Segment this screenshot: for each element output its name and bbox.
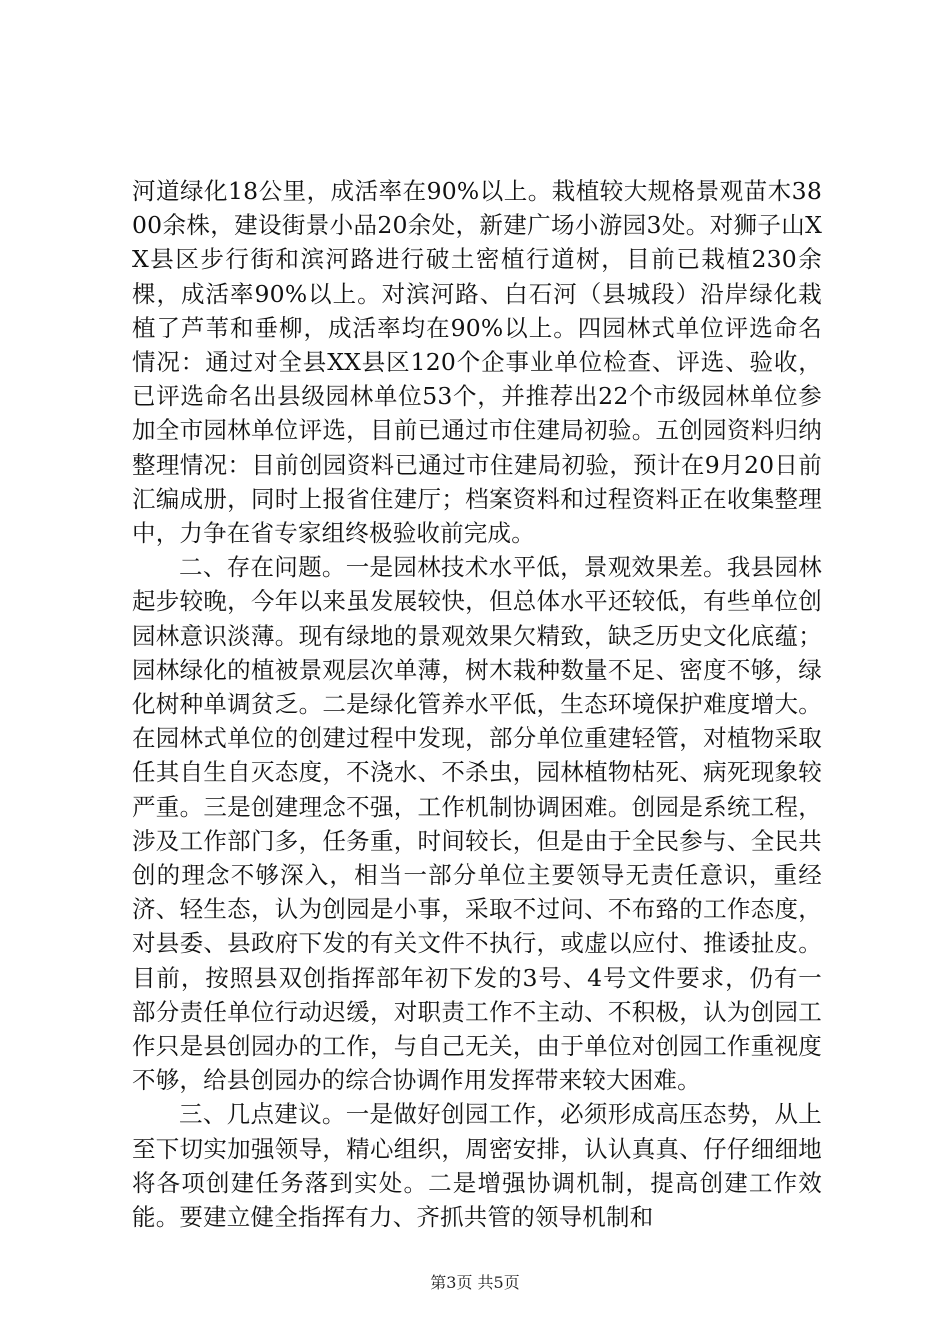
paragraph-progress-summary: 河道绿化18公里，成活率在90%以上。栽植较大规格景观苗木3800余株，建设街景小品20余处，新建广场小游园3处。对狮子山XX县区步行街和滨河路进行破土密植行道树，目前已栽植230余棵，成活率90%以上。对滨河路、白石河（县城段）沿岸绿化栽植了芦苇和垂柳，成活率均在90%以上。四园林式单位评选命名情况：通过对全县XX县区120个企事业单位检查、评选、验收，已评选命名出县级园林单位53个，并推荐出22个市级园林单位参加全市园林单位评选，目前已通过市住建局初验。五创园资料归纳整理情况：目前创园资料已通过市住建局初验，预计在9月20日前汇编成册，同时上报省住建厅；档案资料和过程资料正在收集整理中，力争在省专家组终极验收前完成。 xyxy=(132,177,822,548)
document-body xyxy=(132,174,822,1234)
page-number-footer: 第3页 共5页 xyxy=(430,1273,520,1292)
paragraph-existing-problems: 二、存在问题。一是园林技术水平低，景观效果差。我县园林起步较晚，今年以来虽发展较快，但总体水平还较低，有些单位创园林意识淡薄。现有绿地的景观效果欠精致，缺乏历史文化底蕴；园林绿化的植被景观层次单薄，树木栽种数量不足、密度不够，绿化树种单调贫乏。二是绿化管养水平低，生态环境保护难度增大。在园林式单位的创建过程中发现，部分单位重建轻管，对植物采取任其自生自灭态度，不浇水、不杀虫，园林植物枯死、病死现象较严重。三是创建理念不强，工作机制协调困难。创园是系统工程，涉及工作部门多，任务重，时间较长，但是由于全民参与、全民共创的理念不够深入，相当一部分单位主要领导无责任意识，重经济、轻生态，认为创园是小事，采取不过问、不布臵的工作态度，对县委、县政府下发的有关文件不执行，或虚以应付、推诿扯皮。目前，按照县双创指挥部年初下发的3号、4号文件要求，仍有一部分责任单位行动迟缓，对职责工作不主动、不积极，认为创园工作只是县创园办的工作，与自己无关，由于单位对创园工作重视度不够，给县创园办的综合协调作用发挥带来较大困难。 xyxy=(132,553,822,1095)
paragraph-suggestions: 三、几点建议。一是做好创园工作，必须形成高压态势，从上至下切实加强领导，精心组织，周密安排，认认真真、仔仔细细地将各项创建任务落到实处。二是增强协调机制，提高创建工作效能。要建立健全指挥有力、齐抓共管的领导机制和 xyxy=(132,1100,822,1232)
